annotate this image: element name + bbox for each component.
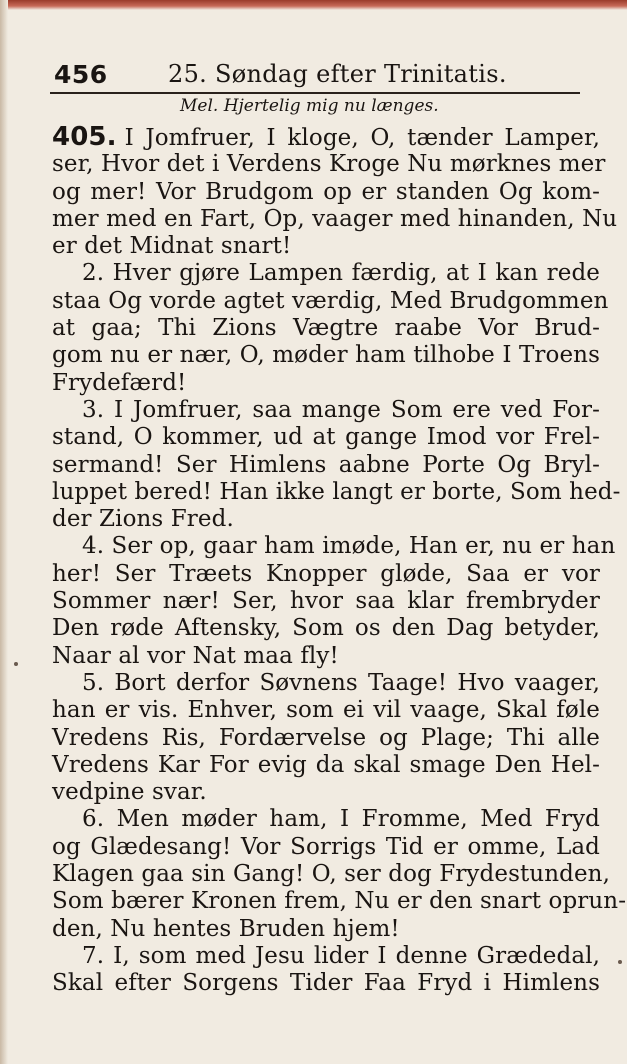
hymn-line: mer med en Fart, Op, vaager med hinanden, Nu	[52, 205, 618, 232]
hymn-line: Frydefærd!	[52, 369, 187, 396]
hymn-line: stand, O kommer, ud at gange Imod vor Frel-	[52, 424, 600, 451]
hymn-line: og mer! Vor Brudgom op er standen Og kom-	[52, 178, 600, 205]
page-header	[50, 56, 580, 94]
hymn-line: staa Og vorde agtet værdig, Med Brudgommen	[52, 287, 609, 314]
hymn-line: ser, Hvor det i Verdens Kroge Nu mørknes mer	[52, 151, 606, 178]
running-title: 25. Søndag efter Trinitatis.	[168, 60, 507, 88]
hymn-line: gom nu er nær, O, møder ham tilhobe I Troens	[52, 342, 600, 369]
hymn-line: vedpine svar.	[52, 779, 207, 806]
hymn-line-text: I Jomfruer, I kloge, O, tænder Lamper,	[124, 125, 600, 151]
hymn-line: Sommer nær! Ser, hvor saa klar frembryder	[52, 588, 600, 615]
hymn-line: der Zions Fred.	[52, 506, 234, 533]
hymn-line: at gaa; Thi Zions Vægtre raabe Vor Brud-	[52, 315, 600, 342]
hymn-text	[52, 122, 627, 998]
hymn-line: 5. Bort derfor Søvnens Taage! Hvo vaager,	[82, 669, 600, 696]
hymn-line: er det Midnat snart!	[52, 233, 292, 260]
page-top-edge	[0, 0, 627, 10]
melody-note: Mel. Hjertelig mig nu længes.	[180, 96, 439, 116]
hymn-line: han er vis. Enhver, som ei vil vaage, Skal føle	[52, 697, 600, 724]
hymn-line: sermand! Ser Himlens aabne Porte Og Bryl-	[52, 451, 600, 478]
hymn-line	[52, 124, 600, 151]
page-binding-edge	[0, 0, 8, 1064]
hymn-line: 6. Men møder ham, I Fromme, Med Fryd	[82, 806, 600, 833]
hymn-line: luppet bered! Han ikke langt er borte, Som hed-	[52, 478, 621, 505]
hymn-number: 405.	[52, 122, 117, 152]
hymn-line: Klagen gaa sin Gang! O, ser dog Frydestunden,	[52, 861, 610, 888]
hymn-line: 3. I Jomfruer, saa mange Som ere ved For-	[82, 396, 600, 423]
hymn-line: og Glædesang! Vor Sorrigs Tid er omme, Lad	[52, 833, 600, 860]
hymn-line: Skal efter Sorgens Tider Faa Fryd i Himlens	[52, 970, 600, 997]
hymn-line: Vredens Kar For evig da skal smage Den Hel-	[52, 751, 600, 778]
hymn-line: den, Nu hentes Bruden hjem!	[52, 915, 400, 942]
hymn-line: 4. Ser op, gaar ham imøde, Han er, nu er han	[82, 533, 616, 560]
hymn-line: her! Ser Træets Knopper gløde, Saa er vor	[52, 560, 600, 587]
paper-speck	[14, 662, 18, 666]
hymn-line: Naar al vor Nat maa fly!	[52, 642, 339, 669]
hymn-line: Den røde Aftensky, Som os den Dag betyder,	[52, 615, 600, 642]
page-number: 456	[54, 60, 108, 89]
hymn-line: Som bærer Kronen frem, Nu er den snart oprun-	[52, 888, 627, 915]
hymn-line: 7. I, som med Jesu lider I denne Grædedal,	[82, 942, 600, 969]
hymn-line: Vredens Ris, Fordærvelse og Plage; Thi alle	[52, 724, 600, 751]
paper-speck	[618, 960, 622, 964]
hymn-line: 2. Hver gjøre Lampen færdig, at I kan rede	[82, 260, 600, 287]
